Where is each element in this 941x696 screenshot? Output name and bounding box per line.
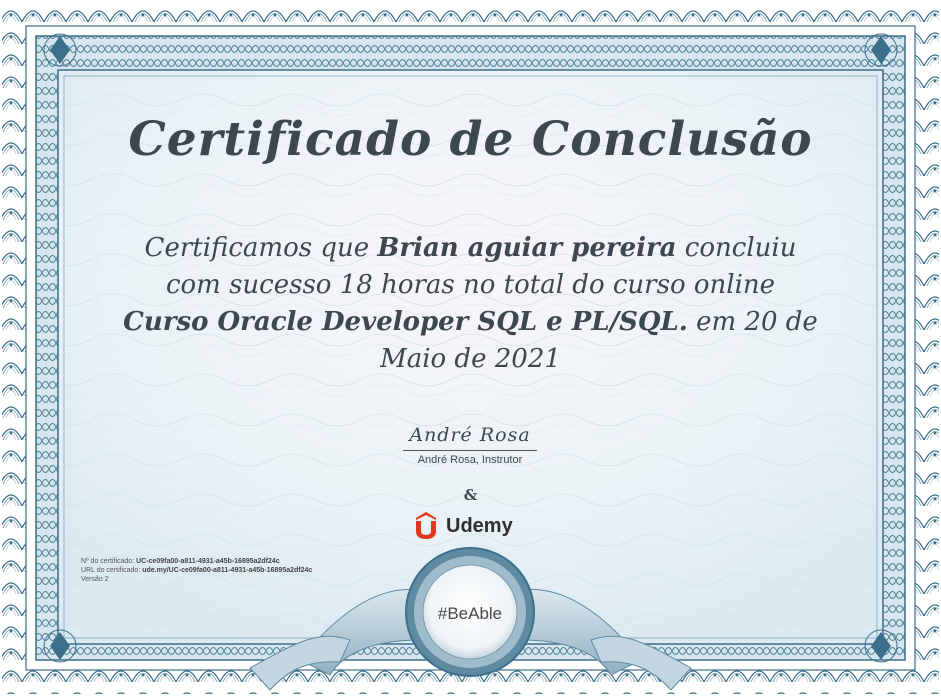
signature-image: André Rosa — [409, 424, 531, 446]
statement-line1-end: concluiu — [684, 233, 797, 263]
certificate-url-row — [81, 566, 312, 575]
signature-block — [395, 422, 545, 466]
certificate-statement — [90, 230, 851, 378]
certificate-number-row — [81, 557, 312, 566]
certificate-version: Versão 2 — [81, 576, 109, 583]
course-name: Curso Oracle Developer SQL e PL/SQL. — [123, 307, 688, 337]
ampersand: & — [463, 486, 478, 504]
certificate-number-label: Nº do certificado: — [81, 558, 135, 565]
certificate-number: UC-ce09fa00-a811-4931-a45b-16895a2df24c — [136, 558, 280, 565]
udemy-wordmark: Udemy — [446, 514, 513, 537]
beable-badge: #BeAble — [437, 604, 503, 623]
certificate-url[interactable]: ude.my/UC-ce09fa00-a811-4931-a45b-16895a2df24c — [142, 567, 313, 574]
certificate-meta — [81, 557, 312, 584]
statement-line2: com sucesso 18 horas no total do curso online — [165, 270, 776, 300]
certificate-url-label: URL do certificado: — [81, 567, 141, 574]
signature-line — [403, 450, 537, 451]
udemy-u-icon — [412, 511, 440, 541]
completion-date: em 20 de Maio de 2021 — [380, 307, 818, 374]
udemy-logo — [412, 510, 513, 542]
certificate-title: Certificado de Conclusão — [128, 112, 813, 167]
statement-intro: Certificamos que — [144, 233, 370, 263]
signature-name: André Rosa, Instrutor — [417, 454, 523, 466]
student-name: Brian aguiar pereira — [377, 233, 677, 263]
